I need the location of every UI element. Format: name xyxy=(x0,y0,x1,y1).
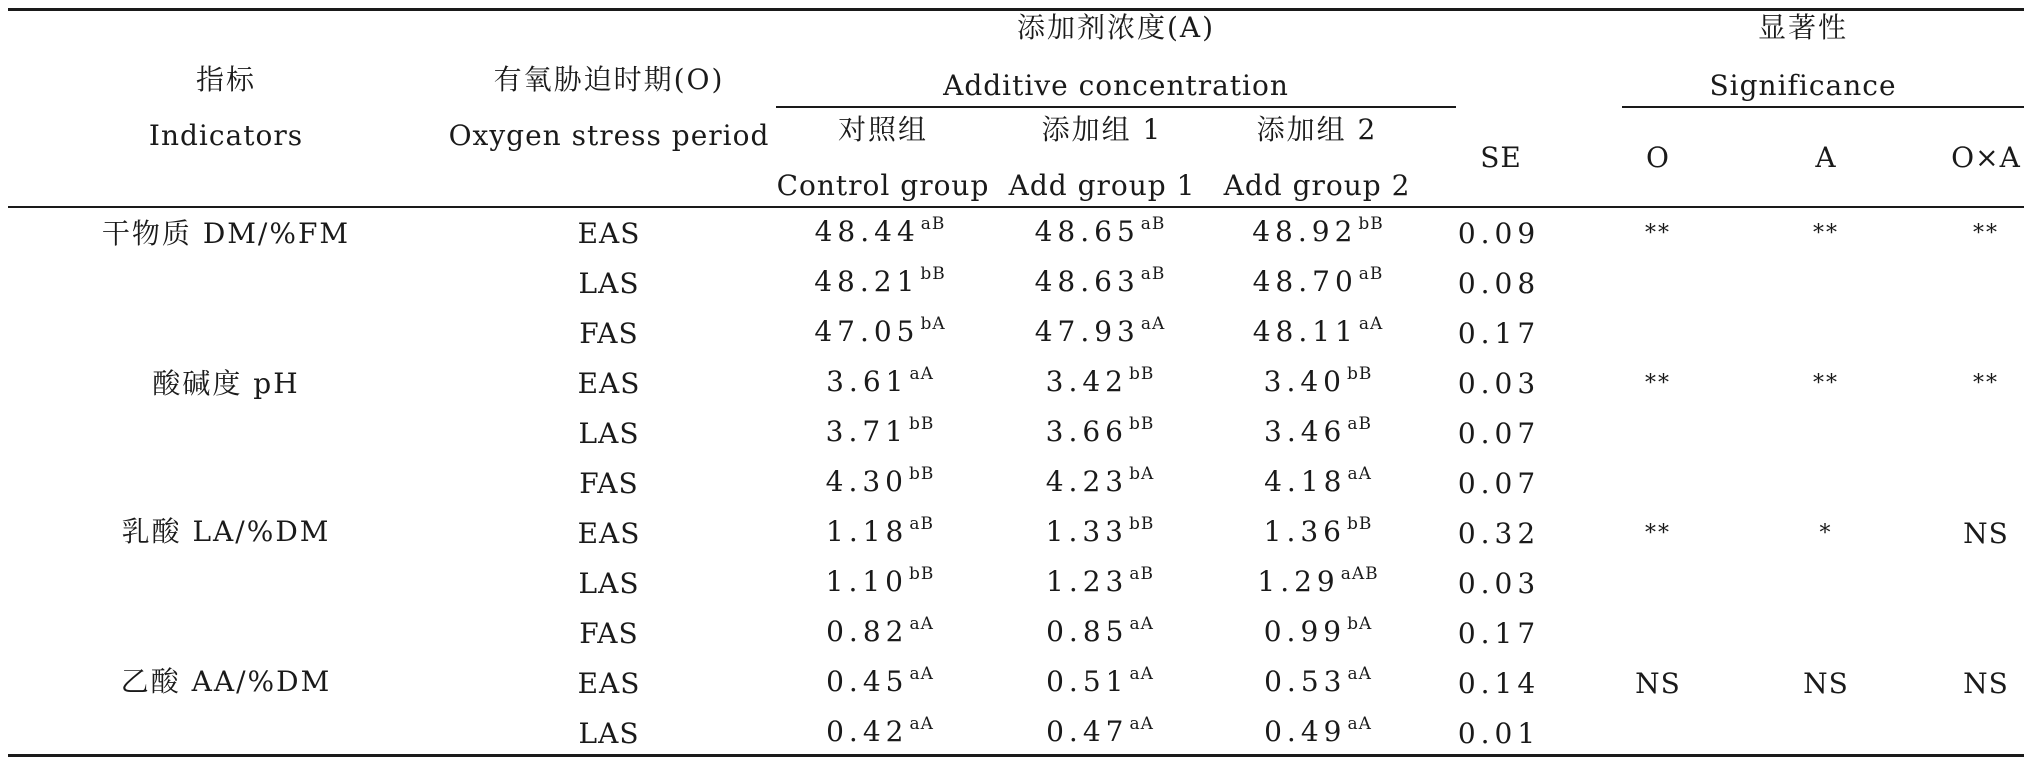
period-cell-text: LAS xyxy=(578,417,640,450)
a-significance-text: NS xyxy=(1803,667,1849,700)
control-value xyxy=(814,265,946,303)
add1-value xyxy=(1046,415,1155,453)
control-header-cn: 对照组 xyxy=(837,113,929,146)
oxa-significance-text: NS xyxy=(1963,667,2009,700)
add1-value-text: 1.33 xyxy=(1045,515,1128,548)
add2-value-text: 48.11 xyxy=(1252,315,1358,348)
add1-value-text: 0.47 xyxy=(1046,715,1129,748)
se-value-text: 0.32 xyxy=(1457,517,1541,550)
add2-value xyxy=(1264,415,1372,453)
period-cell xyxy=(579,317,638,351)
period-cell-text: LAS xyxy=(578,567,640,600)
add2-value-superscript: aB xyxy=(1358,264,1384,284)
period-cell-text: EAS xyxy=(577,367,641,400)
add1-value xyxy=(1046,515,1155,553)
control-value xyxy=(826,615,934,653)
se-value-text: 0.09 xyxy=(1457,217,1541,250)
add1-value xyxy=(1035,215,1166,253)
add2-value xyxy=(1253,265,1384,303)
o-significance-text: ** xyxy=(1645,221,1671,246)
add1-value-superscript: bA xyxy=(1129,464,1155,484)
add1-value-superscript: aB xyxy=(1129,564,1154,584)
se-value xyxy=(1458,417,1540,451)
control-value-text: 0.42 xyxy=(826,715,909,748)
add1-value-text: 4.23 xyxy=(1045,465,1129,498)
add2-value xyxy=(1264,665,1372,703)
add1-value-text: 47.93 xyxy=(1034,315,1140,348)
add1-value xyxy=(1046,615,1154,653)
oxa-significance xyxy=(1963,517,2009,551)
add1-value-text: 48.65 xyxy=(1034,215,1140,248)
o-significance xyxy=(1645,367,1671,401)
a-significance-text: ** xyxy=(1813,371,1839,396)
add1-value xyxy=(1035,265,1166,303)
add2-value xyxy=(1264,615,1373,653)
add2-value xyxy=(1264,515,1373,553)
a-significance xyxy=(1820,517,1833,551)
add1-value-superscript: bB xyxy=(1128,364,1155,384)
o-significance xyxy=(1645,517,1671,551)
se-value-text: 0.08 xyxy=(1457,267,1541,300)
additive-subrule xyxy=(776,106,1456,108)
period-cell xyxy=(579,267,640,301)
control-value-superscript: bB xyxy=(908,464,935,484)
significance-header-cn: 显著性 xyxy=(1757,11,1849,44)
add2-value-superscript: aA xyxy=(1347,464,1372,484)
control-value-superscript: aB xyxy=(909,514,934,534)
a-significance xyxy=(1813,367,1839,401)
control-value-superscript: aA xyxy=(909,364,934,384)
add2-value-text: 1.36 xyxy=(1263,515,1346,548)
se-value xyxy=(1458,567,1540,601)
period-header-cn: 有氧胁迫时期(O) xyxy=(493,63,725,96)
se-value-text: 0.17 xyxy=(1457,317,1541,350)
significance-header-en: Significance xyxy=(1709,69,1897,102)
se-value xyxy=(1458,367,1540,401)
add2-value-text: 3.46 xyxy=(1264,415,1347,448)
oxa-significance xyxy=(1973,367,1999,401)
se-value xyxy=(1458,217,1540,251)
se-value xyxy=(1458,617,1540,651)
add2-value-superscript: bB xyxy=(1358,214,1384,234)
control-value xyxy=(826,565,935,603)
add1-header-cn: 添加组 1 xyxy=(1041,113,1163,146)
se-value-text: 0.07 xyxy=(1457,417,1541,450)
period-cell xyxy=(578,517,641,551)
period-cell xyxy=(578,217,641,251)
oxa-header: O×A xyxy=(1951,141,2021,174)
add2-value-text: 1.29 xyxy=(1257,565,1340,598)
indicator-label: 乳酸 LA/%DM xyxy=(121,515,331,548)
a-header: A xyxy=(1815,141,1837,174)
add1-value-text: 0.51 xyxy=(1046,665,1129,698)
add1-value-text: 1.23 xyxy=(1046,565,1129,598)
control-value-superscript: bB xyxy=(908,414,935,434)
control-value-superscript: aA xyxy=(909,714,934,734)
o-significance-text: ** xyxy=(1645,371,1671,396)
add2-value-text: 48.70 xyxy=(1252,265,1358,298)
control-value-superscript: bA xyxy=(920,314,946,334)
control-value-superscript: aA xyxy=(909,664,934,684)
add1-value-text: 3.42 xyxy=(1045,365,1128,398)
period-cell xyxy=(579,717,640,751)
add2-value-superscript: aA xyxy=(1347,714,1372,734)
period-cell xyxy=(578,667,641,701)
header-bottom-rule xyxy=(8,206,2024,208)
add2-value-text: 48.92 xyxy=(1252,215,1358,248)
add2-value-text: 0.53 xyxy=(1264,665,1347,698)
add1-value-superscript: aA xyxy=(1140,314,1166,334)
period-cell-text: EAS xyxy=(577,517,641,550)
indicator-header-en: Indicators xyxy=(148,119,304,152)
period-cell-text: EAS xyxy=(577,667,641,700)
period-cell-text: EAS xyxy=(577,217,641,250)
period-cell xyxy=(579,417,640,451)
a-significance-text: * xyxy=(1819,521,1833,546)
se-value-text: 0.17 xyxy=(1457,617,1541,650)
add2-value-text: 3.40 xyxy=(1263,365,1346,398)
period-cell-text: FAS xyxy=(579,317,639,350)
se-value xyxy=(1458,517,1540,551)
add1-value-text: 0.85 xyxy=(1046,615,1129,648)
add2-value-text: 4.18 xyxy=(1264,465,1347,498)
se-value-text: 0.03 xyxy=(1457,367,1541,400)
add1-value-text: 3.66 xyxy=(1045,415,1128,448)
add2-value-superscript: bB xyxy=(1346,514,1373,534)
oxa-significance-text: ** xyxy=(1973,371,1999,396)
control-value xyxy=(826,365,934,403)
control-value-text: 48.21 xyxy=(814,265,920,298)
control-value xyxy=(814,315,945,353)
indicator-label: 酸碱度 pH xyxy=(152,367,300,400)
control-header-en: Control group xyxy=(776,169,990,202)
control-value xyxy=(826,515,934,553)
add2-value-text: 0.49 xyxy=(1264,715,1347,748)
add1-value xyxy=(1046,465,1155,503)
significance-subrule xyxy=(1622,106,2024,108)
control-value-superscript: aB xyxy=(920,214,946,234)
se-value xyxy=(1458,467,1540,501)
period-cell-text: LAS xyxy=(578,267,640,300)
control-value-text: 48.44 xyxy=(814,215,920,248)
control-value-text: 47.05 xyxy=(814,315,920,348)
o-significance xyxy=(1645,217,1671,251)
indicator-label: 干物质 DM/%FM xyxy=(101,217,351,250)
oxa-significance xyxy=(1963,667,2009,701)
a-significance-text: ** xyxy=(1813,221,1839,246)
oxa-significance-text: NS xyxy=(1963,517,2009,550)
control-value-text: 3.71 xyxy=(825,415,908,448)
add2-value-superscript: aAB xyxy=(1340,564,1379,584)
add1-value-superscript: aB xyxy=(1140,214,1166,234)
add1-value xyxy=(1046,365,1155,403)
period-cell-text: LAS xyxy=(578,717,640,750)
control-value-superscript: bB xyxy=(920,264,946,284)
se-header: SE xyxy=(1480,141,1522,174)
add1-header-en: Add group 1 xyxy=(1008,169,1196,202)
add2-value-superscript: bB xyxy=(1346,364,1373,384)
control-value xyxy=(815,215,946,253)
control-value xyxy=(826,415,935,453)
add2-header-cn: 添加组 2 xyxy=(1256,113,1378,146)
period-cell-text: FAS xyxy=(579,467,639,500)
additive-header-en: Additive concentration xyxy=(943,69,1289,102)
indicator-header-cn: 指标 xyxy=(195,63,257,96)
se-value-text: 0.01 xyxy=(1457,717,1541,750)
add1-value-superscript: aA xyxy=(1129,714,1154,734)
se-value-text: 0.14 xyxy=(1457,667,1541,700)
add2-value-superscript: aA xyxy=(1358,314,1384,334)
add2-value-superscript: aB xyxy=(1347,414,1372,434)
o-header: O xyxy=(1646,141,1670,174)
add1-value-superscript: bB xyxy=(1128,414,1155,434)
period-cell xyxy=(578,367,641,401)
o-significance-text: NS xyxy=(1635,667,1681,700)
period-cell xyxy=(579,617,638,651)
oxa-significance-text: ** xyxy=(1973,221,1999,246)
control-value-text: 0.45 xyxy=(826,665,909,698)
add1-value-superscript: aA xyxy=(1129,664,1154,684)
add2-value xyxy=(1253,315,1384,353)
add2-value xyxy=(1264,465,1372,503)
add1-value-superscript: bB xyxy=(1128,514,1155,534)
se-value xyxy=(1458,267,1540,301)
control-value xyxy=(826,665,934,703)
a-significance xyxy=(1803,667,1849,701)
add1-value-superscript: aB xyxy=(1140,264,1166,284)
control-value-text: 4.30 xyxy=(825,465,908,498)
period-cell xyxy=(579,467,638,501)
control-value-superscript: aA xyxy=(909,614,934,634)
control-value-text: 1.10 xyxy=(825,565,908,598)
se-value xyxy=(1458,717,1540,751)
add2-value xyxy=(1264,365,1373,403)
o-significance-text: ** xyxy=(1645,521,1671,546)
se-value-text: 0.03 xyxy=(1457,567,1541,600)
control-value-text: 0.82 xyxy=(826,615,909,648)
add1-value-superscript: aA xyxy=(1129,614,1154,634)
control-value-text: 1.18 xyxy=(826,515,909,548)
add1-value xyxy=(1035,315,1166,353)
add2-value xyxy=(1264,715,1372,753)
control-value-superscript: bB xyxy=(908,564,935,584)
add1-value-text: 48.63 xyxy=(1034,265,1140,298)
oxa-significance xyxy=(1973,217,1999,251)
o-significance xyxy=(1635,667,1681,701)
a-significance xyxy=(1813,217,1839,251)
se-value xyxy=(1458,317,1540,351)
table-bottom-rule xyxy=(8,754,2024,757)
add2-value-superscript: aA xyxy=(1347,664,1372,684)
se-value xyxy=(1458,667,1540,701)
control-value xyxy=(826,465,935,503)
period-header-en: Oxygen stress period xyxy=(448,119,770,152)
control-value xyxy=(826,715,934,753)
add1-value xyxy=(1046,565,1154,603)
add2-value xyxy=(1252,215,1384,253)
control-value-text: 3.61 xyxy=(826,365,909,398)
add2-value-superscript: bA xyxy=(1347,614,1373,634)
add1-value xyxy=(1046,665,1154,703)
se-value-text: 0.07 xyxy=(1457,467,1541,500)
add2-value xyxy=(1257,565,1378,603)
add2-header-en: Add group 2 xyxy=(1223,169,1411,202)
add1-value xyxy=(1046,715,1154,753)
add2-value-text: 0.99 xyxy=(1263,615,1347,648)
additive-header-cn: 添加剂浓度(A) xyxy=(1016,11,1216,44)
period-cell-text: FAS xyxy=(579,617,639,650)
period-cell xyxy=(579,567,640,601)
indicator-label: 乙酸 AA/%DM xyxy=(120,665,332,698)
